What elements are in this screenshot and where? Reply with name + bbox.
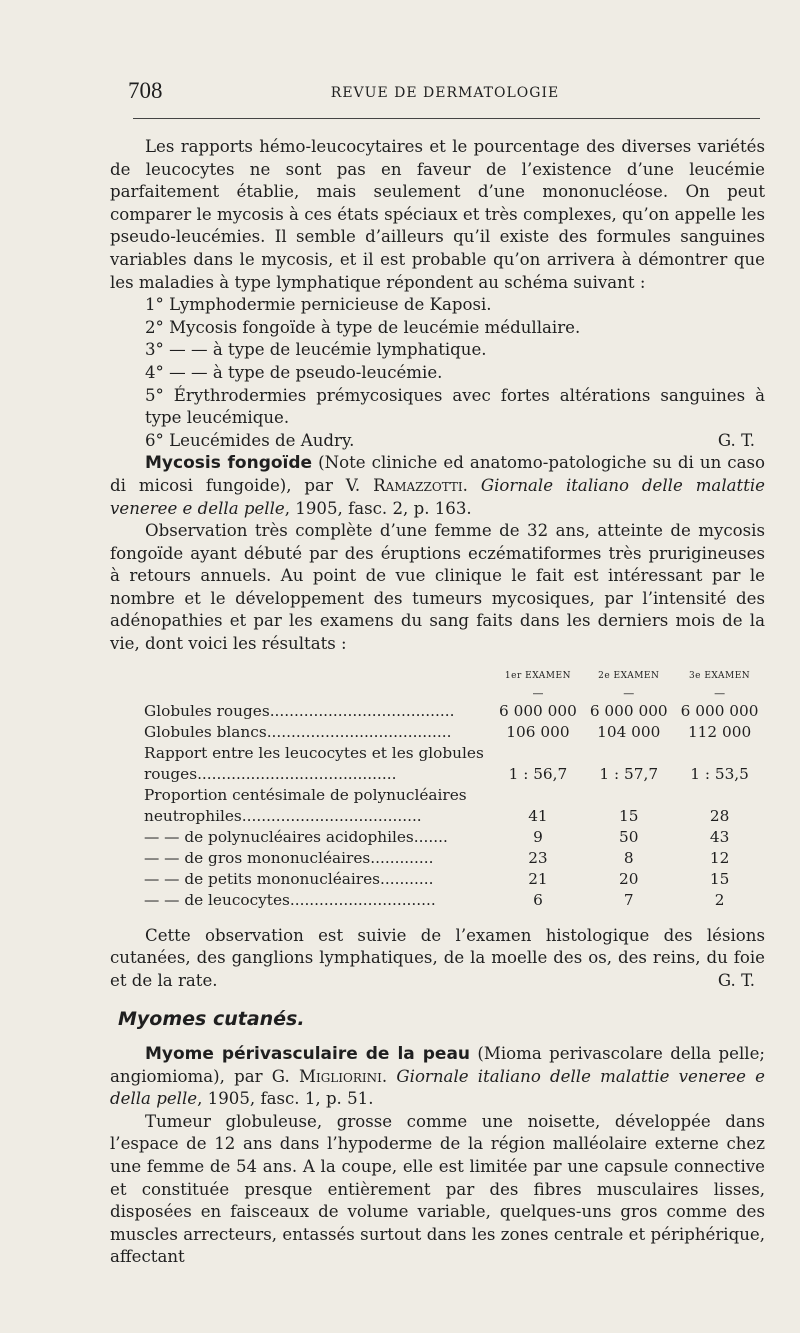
cell: 50 bbox=[619, 827, 639, 846]
cell: 6 bbox=[533, 890, 543, 909]
row-label: rouges......................................... bbox=[144, 764, 397, 783]
cell: 9 bbox=[533, 827, 543, 846]
table-row bbox=[144, 806, 765, 827]
article-2-desc: (Mioma perivascolare della pelle; angiomioma), par G. bbox=[110, 1044, 766, 1086]
section-heading: Myomes cutanés. bbox=[118, 1008, 305, 1031]
article-1-body: Observation très complète d’une femme de 32 ans, atteinte de mycosis fongoïde ayant débuté par des éruptions eczématiformes très prurigineuses à retours annuels. Au point de vue clinique le fait est intéressant par le nombre et le développement des tumeurs mycosiques, par l’intensité des adénopathies et par les examens du sang faits dans les derniers mois de la vie, dont voici les résultats : bbox=[110, 521, 765, 654]
text-column bbox=[110, 136, 765, 1269]
article-2-citation: Myome périvasculaire de la peau (Mioma perivascolare della pelle; angiomioma), par G. Migliorini. Giornale italiano delle malattie veneree e della pelle, 1905, fasc. 1, p. 51. bbox=[110, 1044, 766, 1109]
row-label: neutrophiles..................................... bbox=[144, 806, 422, 825]
row-label: Globules blancs...................................... bbox=[144, 722, 452, 741]
article-1-citation: Mycosis fongoïde (Note cliniche ed anatomo-patologiche su di un caso di micosi fungoide), par V. Ramazzotti. Giornale italiano delle malattie veneree e della pelle, 1905, fasc. 2, p. 163. bbox=[110, 453, 766, 518]
cell: 41 bbox=[528, 806, 548, 825]
row-label: — — de polynucléaires acidophiles....... bbox=[144, 827, 448, 846]
table-dash: — bbox=[532, 686, 544, 700]
row-label: — — de leucocytes.............................. bbox=[144, 890, 436, 909]
table-row bbox=[144, 743, 765, 764]
cell: 15 bbox=[709, 869, 730, 888]
article-1-title: Mycosis fongoïde bbox=[145, 453, 313, 474]
cell: 1 : 53,5 bbox=[690, 764, 749, 783]
table-dash-row bbox=[144, 687, 765, 701]
cell: 112 000 bbox=[687, 722, 752, 741]
cell: 2 bbox=[714, 890, 725, 909]
cell: 20 bbox=[619, 869, 639, 888]
list-item-2: 2° Mycosis fongoïde à type de leucémie médullaire. bbox=[145, 317, 581, 337]
table-header: 3e EXAMEN bbox=[688, 670, 751, 681]
table-row bbox=[144, 848, 765, 869]
article-1-ref: , 1905, fasc. 2, p. 163. bbox=[284, 498, 472, 518]
row-label: Proportion centésimale de polynucléaires bbox=[144, 785, 467, 804]
paragraph-histology bbox=[110, 925, 765, 993]
cell: 106 000 bbox=[506, 722, 570, 741]
cell: 8 bbox=[623, 848, 634, 867]
table-row bbox=[144, 701, 765, 722]
cell: 1 : 56,7 bbox=[508, 764, 568, 783]
cell: 1 : 57,7 bbox=[599, 764, 659, 783]
table-row bbox=[144, 869, 765, 890]
row-label: — — de gros mononucléaires............. bbox=[144, 848, 434, 867]
article-1-journal: Giornale italiano delle malattie veneree e della pelle bbox=[110, 475, 765, 518]
row-label: Rapport entre les leucocytes et les globules bbox=[144, 743, 484, 762]
table-header-row bbox=[144, 666, 765, 687]
cell: 21 bbox=[528, 869, 548, 888]
cell: 6 000 000 bbox=[589, 701, 668, 720]
cell: 12 bbox=[709, 848, 730, 867]
signature-1: G. T. bbox=[717, 430, 755, 450]
article-1-desc: (Note cliniche ed anatomo-patologiche su di un caso di micosi fungoide), par V. bbox=[110, 453, 766, 495]
list-item-6-line bbox=[110, 430, 765, 453]
article-2-title: Myome périvasculaire de la peau bbox=[145, 1044, 471, 1065]
signature-2: G. T. bbox=[717, 970, 755, 990]
page-number: 708 bbox=[128, 78, 163, 103]
table-row bbox=[144, 785, 765, 806]
table-header: 1er EXAMEN bbox=[504, 670, 571, 681]
cell: 7 bbox=[623, 890, 634, 909]
table-row bbox=[144, 890, 765, 911]
list-item-6: 6° Leucémides de Audry. bbox=[145, 430, 355, 450]
list-item-4: 4° — — à type de pseudo-leucémie. bbox=[145, 362, 443, 382]
cell: 15 bbox=[619, 806, 639, 825]
cell: 104 000 bbox=[597, 722, 661, 741]
list-item-3: 3° — — à type de leucémie lymphatique. bbox=[145, 340, 487, 360]
table-row bbox=[144, 827, 765, 848]
row-label: Globules rouges...................................... bbox=[144, 701, 455, 720]
article-2-ref: , 1905, fasc. 1, p. 51. bbox=[197, 1089, 374, 1109]
table-header: 2e EXAMEN bbox=[598, 670, 660, 681]
cell: 28 bbox=[709, 806, 730, 825]
article-2-body: Tumeur globuleuse, grosse comme une noisette, développée dans l’espace de 12 ans dans l’hypoderme de la région malléolaire externe chez une femme de 54 ans. A la coupe, elle est limitée par une capsule connective et constituée presque entièrement par des fibres musculaires lisses, disposées en faisceaux de volume variable, quelques-uns gros comme des muscles arrecteurs, entassés surtout dans les zones centrale et périphérique, affectant bbox=[110, 1111, 765, 1267]
page-header bbox=[128, 78, 762, 108]
table-row bbox=[144, 722, 765, 743]
table-row bbox=[144, 764, 765, 785]
blood-results-table bbox=[144, 666, 765, 911]
running-title: REVUE DE DERMATOLOGIE bbox=[330, 85, 560, 101]
cell: 23 bbox=[528, 848, 548, 867]
histology-text: Cette observation est suivie de l’examen histologique des lésions cutanées, des ganglions lymphatiques, de la moelle des os, des reins, du foie et de la rate. bbox=[110, 925, 765, 990]
cell: 6 000 000 bbox=[680, 701, 759, 720]
article-2-author: Migliorini bbox=[298, 1066, 382, 1086]
cell: 6 000 000 bbox=[499, 701, 577, 720]
table-dash: — bbox=[714, 686, 726, 700]
cell: 43 bbox=[709, 827, 730, 846]
article-1-author: Ramazzotti bbox=[373, 475, 463, 495]
header-rule bbox=[133, 118, 760, 119]
article-2-journal: Giornale italiano delle malattie veneree e della pelle bbox=[110, 1066, 765, 1109]
list-item-5: 5° Érythrodermies prémycosiques avec fortes altérations sanguines à type leucémique. bbox=[145, 385, 765, 428]
list-item-1: 1° Lymphodermie pernicieuse de Kaposi. bbox=[145, 295, 492, 315]
table-dash: — bbox=[623, 686, 635, 700]
paragraph-intro: Les rapports hémo-leucocytaires et le pourcentage des diverses variétés de leucocytes ne sont pas en faveur de l’existence d’une leucémie parfaitement établie, mais seulement d’une mononucléose. On peut comparer le mycosis à ces états spéciaux et très complexes, qu’on appelle les pseudo-leucémies. Il semble d’ailleurs qu’il existe des formules sanguines variables dans le mycosis, et il est probable qu’on arrivera à démontrer que les maladies à type lymphatique répondent au schéma suivant : bbox=[110, 137, 765, 292]
row-label: — — de petits mononucléaires........... bbox=[144, 869, 434, 888]
